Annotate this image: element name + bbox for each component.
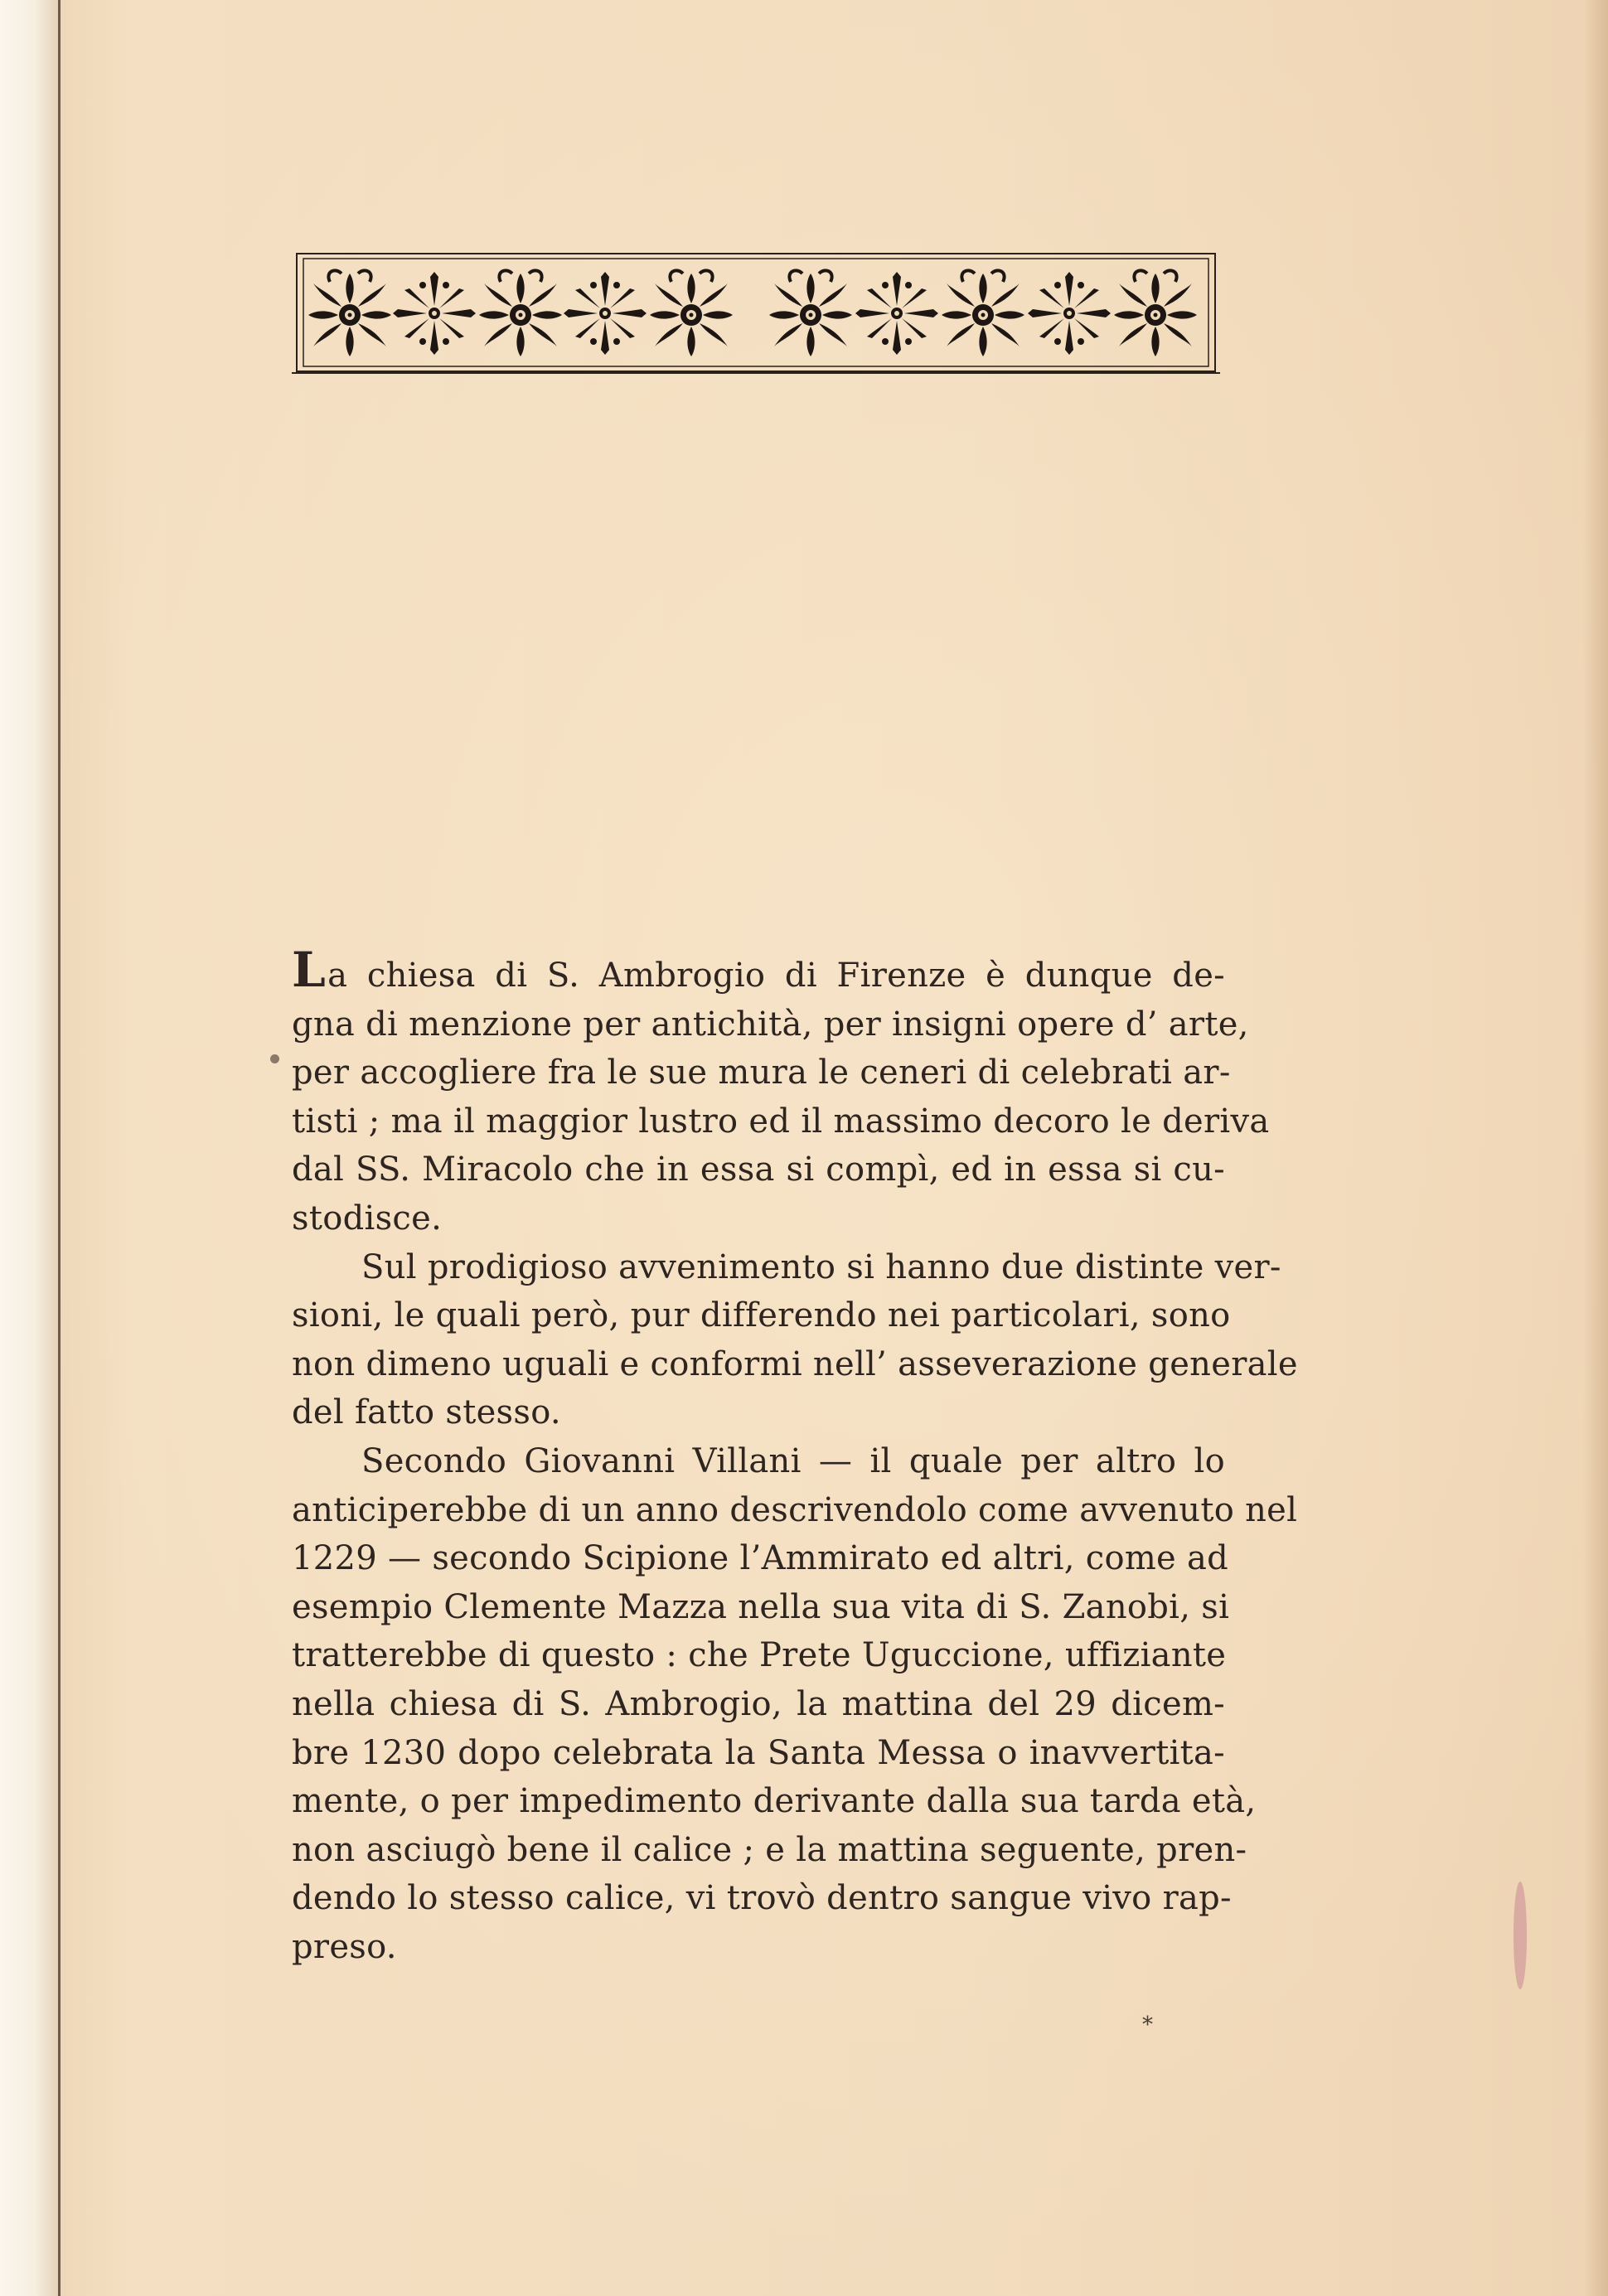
body-text	[292, 942, 1298, 1971]
ornament-header-band	[292, 250, 1220, 375]
text-line: tratterebbe di questo : che Prete Uguccione, uffiziante	[292, 1636, 1227, 1675]
star-icon	[564, 272, 647, 355]
text-line: Secondo Giovanni Villani — il quale per altro lo	[361, 1441, 1225, 1480]
binding-strip	[0, 0, 58, 2296]
rosette-icon	[769, 270, 852, 356]
signature-mark: *	[1142, 2013, 1153, 2037]
rosette-icon	[650, 270, 733, 356]
star-icon	[855, 272, 938, 355]
text-line: gna di menzione per antichità, per insigni opere d’ arte,	[292, 1005, 1249, 1044]
text-line: Sul prodigioso avvenimento si hanno due distinte ver-	[361, 1247, 1281, 1286]
text-line: esempio Clemente Mazza nella sua vita di S. Zanobi, si	[292, 1587, 1230, 1626]
rosette-icon	[479, 270, 562, 356]
text-line: bre 1230 dopo celebrata la Santa Messa o inavvertita-	[292, 1733, 1225, 1772]
text-line: mente, o per impedimento derivante dalla sua tarda età,	[292, 1782, 1257, 1821]
text-line: non asciugò bene il calice ; e la mattina seguente, pren-	[292, 1830, 1247, 1869]
text-line: preso.	[292, 1927, 397, 1966]
text-line: sioni, le quali però, pur differendo nei particolari, sono	[292, 1296, 1231, 1335]
text-line: tisti ; ma il maggior lustro ed il massimo decoro le deriva	[292, 1102, 1270, 1141]
text-line: La chiesa di S. Ambrogio di Firenze è dunque de-	[292, 942, 1225, 998]
text-line: del fatto stesso.	[292, 1393, 561, 1432]
ink-stain	[1514, 1882, 1527, 1989]
star-icon	[1028, 272, 1111, 355]
rosette-icon	[308, 270, 391, 356]
text-line: anticiperebbe di un anno descrivendolo come avvenuto nel	[292, 1490, 1298, 1529]
page-right-edge	[1583, 0, 1608, 2296]
text-line: stodisce.	[292, 1199, 443, 1238]
text-line: per accogliere fra le sue mura le ceneri di celebrati ar-	[292, 1054, 1231, 1092]
text-line: 1229 — secondo Scipione l’Ammirato ed altri, come ad	[292, 1539, 1229, 1578]
page-edge	[58, 0, 61, 2296]
drop-cap: L	[292, 942, 327, 998]
print-speck	[270, 1054, 279, 1063]
star-icon	[393, 272, 476, 355]
text-line: dal SS. Miracolo che in essa si compì, ed in essa si cu-	[292, 1150, 1225, 1189]
rosette-icon	[1114, 270, 1197, 356]
text-line: non dimeno uguali e conformi nell’ asseverazione generale	[292, 1344, 1298, 1383]
text-line: nella chiesa di S. Ambrogio, la mattina del 29 dicem-	[292, 1684, 1225, 1723]
text-line: dendo lo stesso calice, vi trovò dentro sangue vivo rap-	[292, 1879, 1232, 1918]
rosette-icon	[942, 270, 1024, 356]
